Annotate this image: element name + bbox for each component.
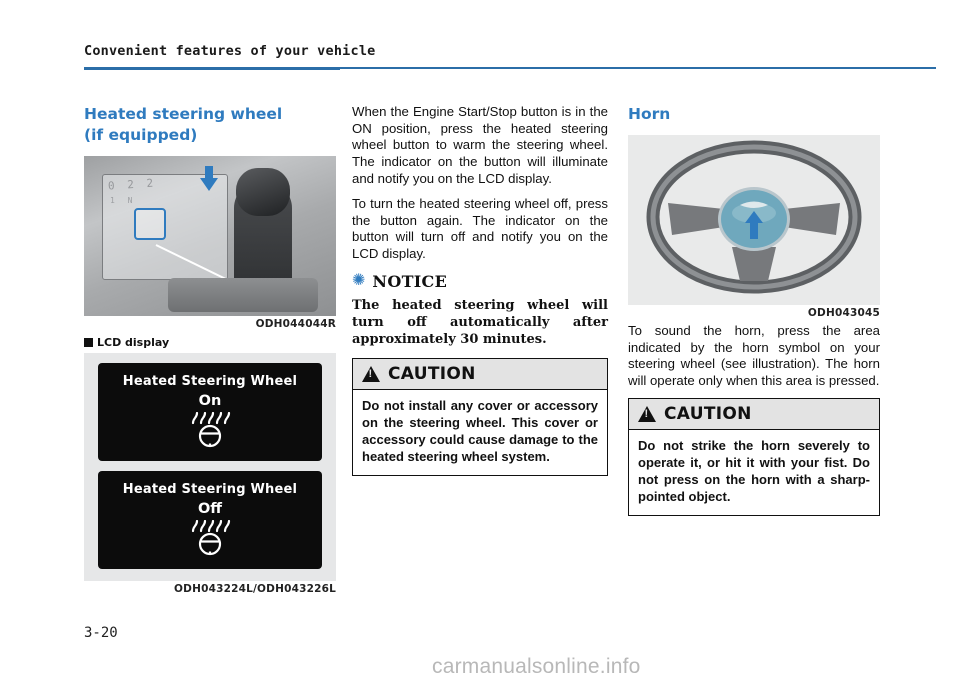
lcd-screen-on	[98, 363, 322, 461]
lcd-screen-off	[98, 471, 322, 569]
caution-body: Do not install any cover or accessory on the steering wheel. This cover or accessory could cause damage to the heated steering wheel system.	[362, 398, 598, 464]
page-number: 3-20	[84, 625, 118, 641]
figure-lcd-screens	[84, 353, 336, 595]
heading-line-1: Heated steering wheel	[84, 105, 283, 123]
pointer-arrow-icon	[200, 178, 218, 191]
heated-steering-wheel-icon	[98, 412, 322, 453]
lcd-state-off: Off	[197, 500, 223, 517]
asterisk-icon: ✺	[352, 272, 366, 290]
figure-steering-wheel	[628, 135, 880, 319]
console-image	[84, 156, 336, 316]
caution-title: CAUTION	[664, 404, 752, 425]
column-middle	[352, 104, 608, 476]
paragraph-heated-wheel-off: To turn the heated steering wheel off, press the button again. The indicator on the button will turn off and notify you on the LCD display.	[352, 196, 608, 261]
page-title: Convenient features of your vehicle	[84, 43, 376, 59]
heated-steering-wheel-icon	[98, 520, 322, 561]
heated-steering-wheel-button-highlight	[134, 208, 166, 240]
notice-title: NOTICE	[372, 271, 448, 291]
figure-caption: ODH044044R	[255, 317, 336, 330]
caution-header	[629, 399, 879, 430]
figure-console-photo	[84, 156, 336, 330]
lcd-display-label-text: LCD display	[97, 335, 170, 349]
caution-title: CAUTION	[388, 364, 476, 385]
bullet-square-icon	[84, 338, 93, 347]
gear-shift-knob	[236, 168, 290, 216]
lcd-title-on: Heated Steering Wheel	[122, 373, 298, 389]
heading-line-2: (if equipped)	[84, 125, 198, 144]
lcd-state-on: On	[198, 392, 222, 409]
lcd-title-off: Heated Steering Wheel	[122, 481, 298, 497]
figure-caption: ODH043045	[807, 306, 880, 319]
notice-header	[352, 272, 608, 291]
paragraph-heated-wheel-on: When the Engine Start/Stop button is in the ON position, press the heated steering wheel button to warm the steering wheel. The indicator on the button will illuminate and notify you on the LCD display.	[352, 104, 608, 186]
header-rule-accent	[84, 67, 340, 70]
caution-body: Do not strike the horn severely to operate it, or hit it with your fist. Do not press on the horn with a sharp-pointed object.	[638, 438, 870, 505]
section-heading-horn: Horn	[628, 105, 671, 123]
notice-body: The heated steering wheel will turn off automatically after approximately 30 minutes.	[352, 297, 608, 347]
watermark: carmanualsonline.info	[432, 655, 641, 678]
warning-triangle-icon	[362, 366, 380, 382]
console-tray	[168, 278, 318, 312]
steering-wheel-image	[628, 135, 880, 305]
paragraph-horn: To sound the horn, press the area indicated by the horn symbol on your steering wheel (see illustration). The horn will operate only when this area is pressed.	[628, 322, 880, 388]
lcd-screens-image	[84, 353, 336, 581]
caution-box-horn	[628, 398, 880, 516]
caution-box-steering-wheel-cover	[352, 358, 608, 476]
lcd-display-label	[84, 336, 336, 349]
page-header	[84, 42, 936, 63]
caution-header	[353, 359, 607, 390]
column-left	[84, 104, 336, 599]
figure-caption: ODH043224L/ODH043226L	[174, 582, 336, 595]
column-right	[628, 104, 880, 516]
section-heading-heated-steering-wheel	[84, 104, 336, 146]
warning-triangle-icon	[638, 406, 656, 422]
